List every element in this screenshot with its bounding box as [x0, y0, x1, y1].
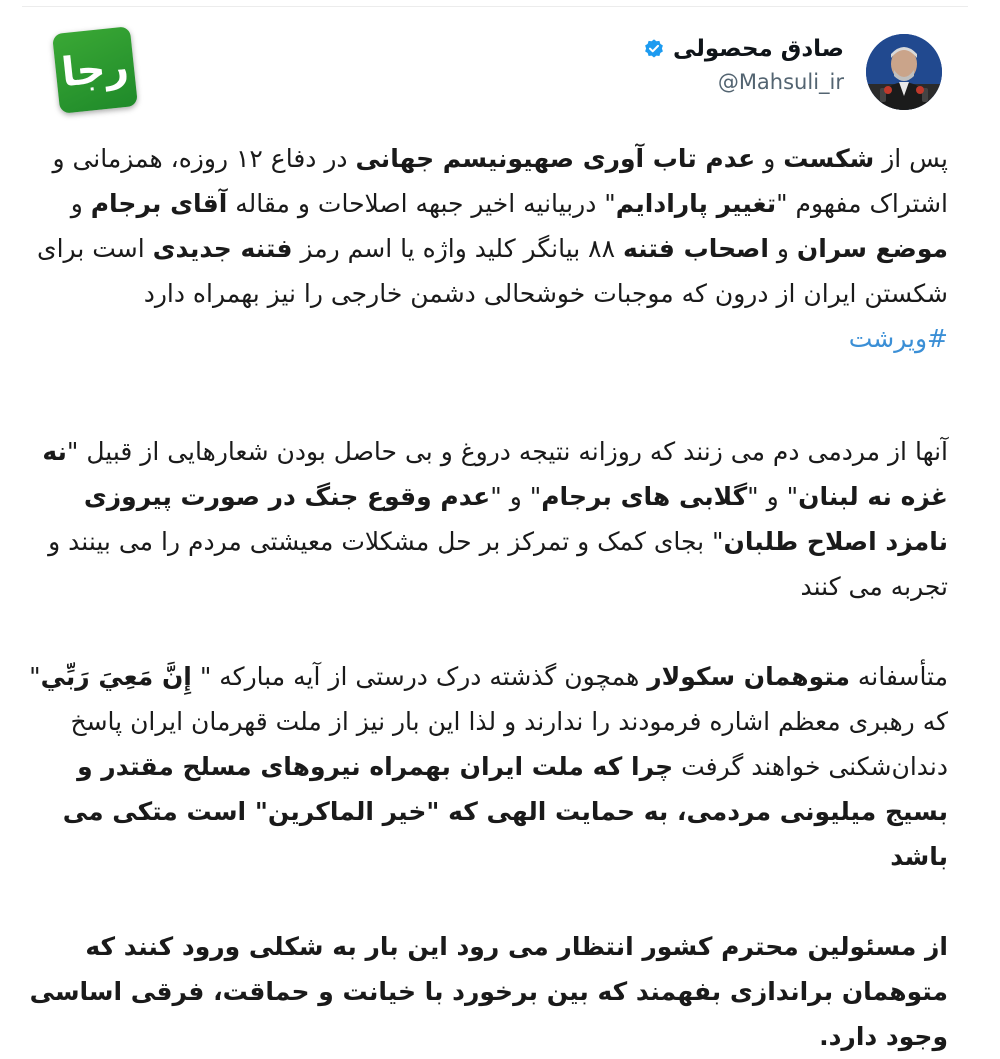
hashtag-link[interactable]: #ویرشت: [848, 324, 948, 353]
bold-segment: از مسئولین محترم کشور انتظار می رود این بار به شکلی ورود کنند که متوهمان براندازی بفهمند که بین برخورد با خیانت و حماقت، فرقی اساسی وجود دارد.: [29, 932, 948, 1051]
bold-segment: اصحاب فتنه: [622, 234, 769, 263]
text-segment: و: [768, 234, 797, 263]
author-handle[interactable]: @Mahsuli_ir: [717, 70, 844, 94]
avatar-photo-icon: [866, 34, 942, 110]
bold-segment: فتنه جدیدی: [152, 234, 293, 263]
text-segment: است برای شکستن ایران از درون که موجبات خوشحالی دشمن خارجی را نیز بهمراه دارد: [37, 234, 948, 308]
bold-segment: نه غزه نه لبنان: [42, 437, 948, 511]
text-segment: و: [70, 189, 91, 218]
top-divider: [22, 6, 968, 7]
verified-badge-icon: [643, 38, 665, 60]
tweet-paragraph-2: [28, 429, 948, 609]
bold-segment: تغییر پارادایم: [615, 189, 777, 218]
paragraph-gap: [28, 609, 948, 654]
paragraph-gap: [28, 361, 948, 429]
author-name-row: [643, 36, 844, 62]
tweet-body: [28, 136, 948, 1051]
author-name[interactable]: صادق محصولی: [672, 36, 844, 62]
bold-segment: شکست: [783, 144, 875, 173]
raja-logo: [52, 26, 138, 114]
bold-segment: موضع سران: [796, 234, 948, 263]
text-segment: در دفاع ۱۲ روزه، همزمانی و اشتراک مفهوم ": [52, 144, 948, 218]
text-segment: " دربیانیه اخیر جبهه اصلاحات و مقاله: [227, 189, 616, 218]
tweet-paragraph-1: [28, 136, 948, 361]
text-segment: همچون گذشته درک درستی از آیه مبارکه ": [191, 662, 648, 691]
text-segment: پس از: [874, 144, 948, 173]
text-segment: متأسفانه: [849, 662, 948, 691]
bold-segment: چرا که ملت ایران بهمراه نیروهای مسلح مقتدر و بسیج میلیونی مردمی، به حمایت الهی که "خیر الماکرین" است متکی می باشد: [62, 752, 948, 871]
raja-logo-text: رجا: [59, 43, 131, 97]
tweet-paragraph-4: [28, 924, 948, 1059]
bold-segment: عدم تاب آوری صهیونیسم جهانی: [355, 144, 756, 173]
bold-segment: آقای برجام: [90, 189, 228, 218]
text-segment: " بجای کمک و تمرکز بر حل مشکلات معیشتی مردم را می بینند و تجربه می کنند: [48, 527, 948, 601]
text-segment: " و ": [490, 482, 542, 511]
bold-segment: عدم وقوع جنگ در صورت پیروزی نامزد اصلاح طلبان: [83, 482, 948, 556]
avatar[interactable]: [866, 34, 942, 110]
text-segment: و: [755, 144, 784, 173]
text-segment: " که رهبری معظم اشاره فرمودند را ندارند و لذا این بار نیز از ملت قهرمان ایران پاسخ دندان‌شکنی خواهند گرفت: [29, 662, 948, 781]
bold-segment: متوهمان سکولار: [647, 662, 850, 691]
paragraph-gap: [28, 879, 948, 924]
text-segment: ۸۸ بیانگر کلید واژه یا اسم رمز: [292, 234, 623, 263]
bold-segment: گلابی های برجام: [541, 482, 748, 511]
text-segment: آنها از مردمی دم می زنند که روزانه نتیجه دروغ و بی حاصل بودن شعارهایی از قبیل ": [66, 437, 948, 466]
text-segment: " و ": [747, 482, 799, 511]
bold-segment: إِنَّ مَعِيَ رَبِّي: [40, 662, 192, 691]
tweet-paragraph-3: [28, 654, 948, 879]
